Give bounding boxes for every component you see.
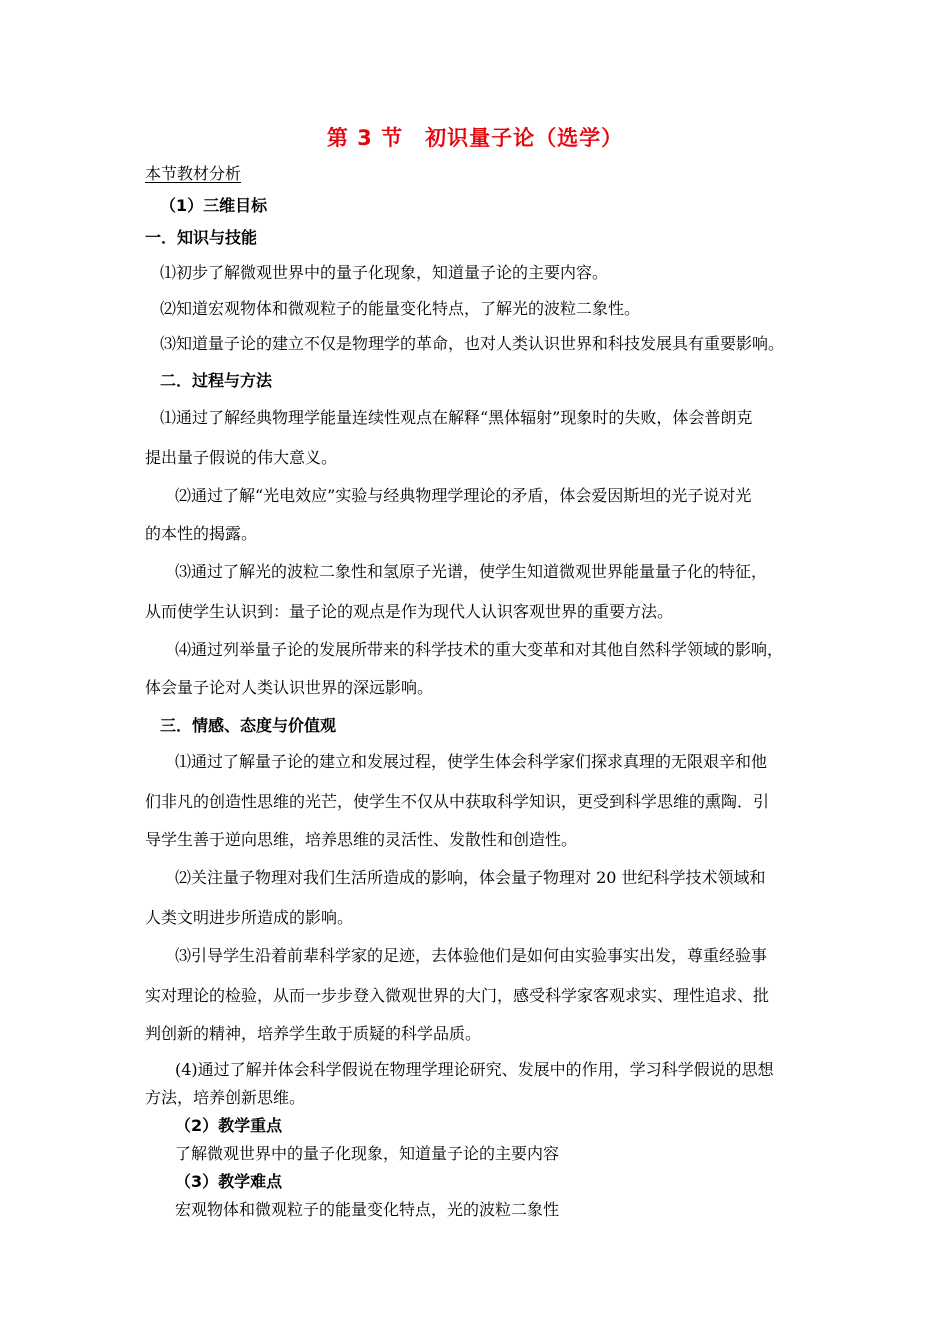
paragraph-line: 从而使学生认识到：量子论的观点是作为现代人认识客观世界的重要方法。	[145, 602, 674, 621]
paragraph-line: ⑶引导学生沿着前辈科学家的足迹，去体验他们是如何由实验事实出发，尊重经验事	[175, 946, 768, 965]
heading-teaching-difficulty: （3）教学难点	[175, 1172, 283, 1191]
paragraph-line: 提出量子假说的伟大意义。	[145, 448, 338, 467]
paragraph-line: (4)通过了解并体会科学假说在物理学理论研究、发展中的作用，学习科学假说的思想	[175, 1060, 774, 1079]
heading-three-dimensional-goals: （1）三维目标	[160, 196, 268, 215]
paragraph-line: 体会量子论对人类认识世界的深远影响。	[145, 678, 434, 697]
paragraph-line: 人类文明进步所造成的影响。	[145, 908, 354, 927]
paragraph-line: ⑶通过了解光的波粒二象性和氢原子光谱，使学生知道微观世界能量量子化的特征，	[175, 562, 768, 581]
page-title: 第 3 节 初识量子论（选学）	[326, 126, 624, 150]
paragraph-line: ⑴通过了解经典物理学能量连续性观点在解释“黑体辐射”现象时的失败，体会普朗克	[160, 408, 753, 427]
section-heading-analysis: 本节教材分析	[145, 164, 242, 183]
paragraph-line: 导学生善于逆向思维，培养思维的灵活性、发散性和创造性。	[145, 830, 578, 849]
paragraph-line: 判创新的精神，培养学生敢于质疑的科学品质。	[145, 1024, 482, 1043]
paragraph-line: 宏观物体和微观粒子的能量变化特点，光的波粒二象性	[175, 1200, 560, 1219]
paragraph-line: ⑴初步了解微观世界中的量子化现象，知道量子论的主要内容。	[160, 263, 609, 282]
paragraph-line: ⑶知道量子论的建立不仅是物理学的革命，也对人类认识世界和科技发展具有重要影响。	[160, 334, 785, 353]
paragraph-line: 了解微观世界中的量子化现象，知道量子论的主要内容	[175, 1144, 560, 1163]
paragraph-line: ⑷通过列举量子论的发展所带来的科学技术的重大变革和对其他自然科学领域的影响，	[175, 640, 784, 659]
paragraph-line: 们非凡的创造性思维的光芒，使学生不仅从中获取科学知识，更受到科学思维的熏陶．引	[145, 792, 770, 811]
paragraph-line: ⑴通过了解量子论的建立和发展过程，使学生体会科学家们探求真理的无限艰辛和他	[175, 752, 768, 771]
heading-teaching-focus: （2）教学重点	[175, 1116, 283, 1135]
paragraph-line: ⑵通过了解“光电效应”实验与经典物理学理论的矛盾，体会爱因斯坦的光子说对光	[175, 486, 752, 505]
heading-process-methods: 二．过程与方法	[160, 371, 273, 390]
paragraph-line: 方法，培养创新思维。	[145, 1088, 306, 1107]
paragraph-line: 实对理论的检验，从而一步步登入微观世界的大门，感受科学家客观求实、理性追求、批	[145, 986, 770, 1005]
paragraph-line: ⑵知道宏观物体和微观粒子的能量变化特点，了解光的波粒二象性。	[160, 299, 641, 318]
paragraph-line: ⑵关注量子物理对我们生活所造成的影响，体会量子物理对 20 世纪科学技术领域和	[175, 868, 766, 887]
paragraph-line: 的本性的揭露。	[145, 524, 258, 543]
heading-emotion-values: 三．情感、态度与价值观	[160, 716, 337, 735]
heading-knowledge-skills: 一．知识与技能	[145, 228, 258, 247]
